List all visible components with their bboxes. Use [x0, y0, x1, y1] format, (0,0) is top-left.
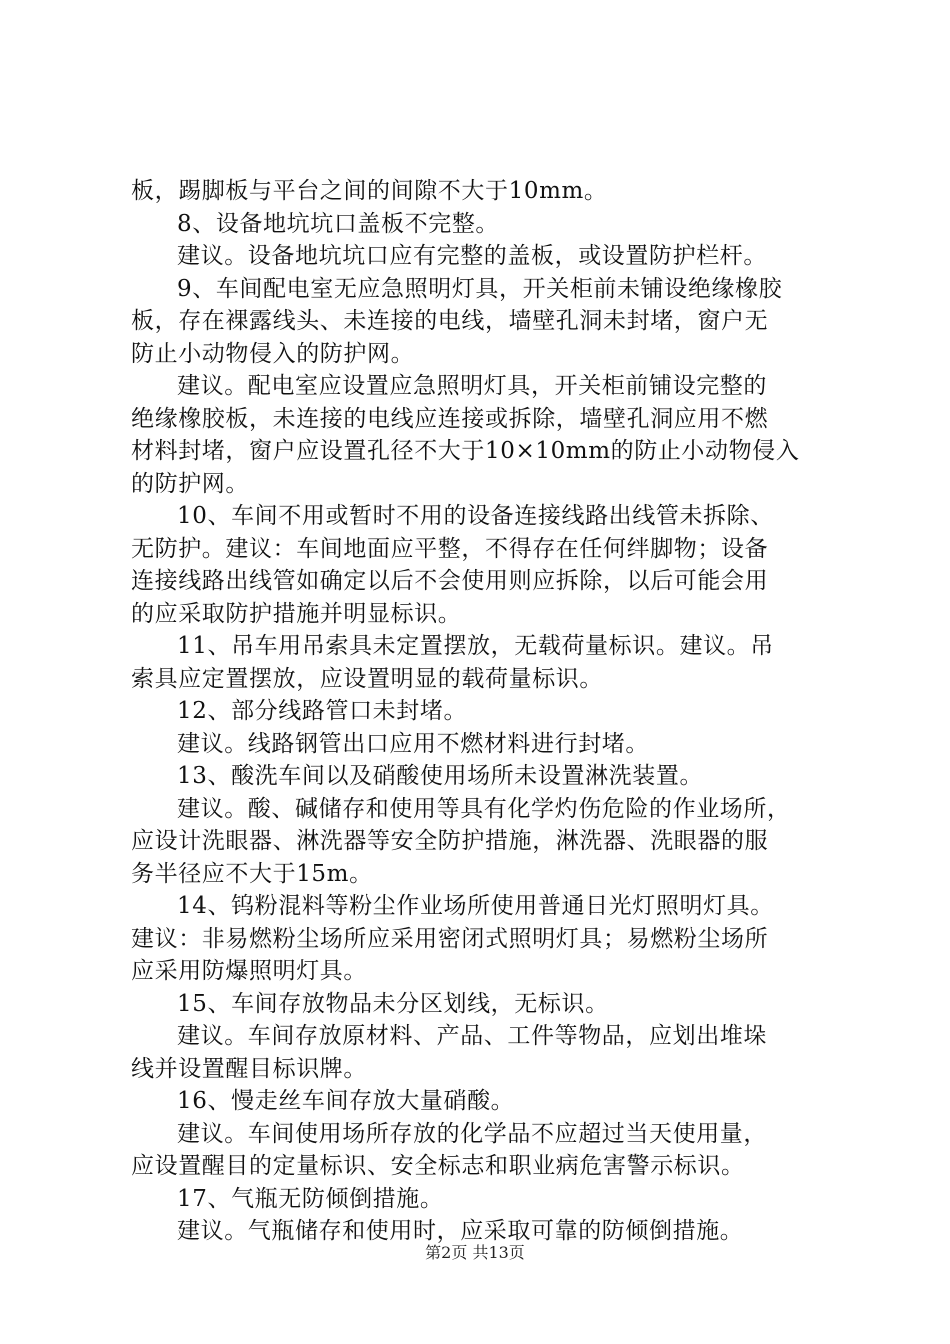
text-line: 板，存在裸露线头、未连接的电线，墙壁孔洞未封堵，窗户无: [131, 308, 769, 334]
text-line: 建议。配电室应设置应急照明灯具，开关柜前铺设完整的: [177, 373, 767, 399]
text-line: 的应采取防护措施并明显标识。: [131, 600, 462, 627]
text-line: 板，踢脚板与平台之间的间隙不大于10mm。: [131, 178, 608, 204]
text-line: 11、吊车用吊索具未定置摆放，无载荷量标识。建议。吊: [177, 633, 774, 659]
text-line: 建议。酸、碱储存和使用等具有化学灼伤危险的作业场所，: [177, 795, 791, 822]
text-line: 13、酸洗车间以及硝酸使用场所未设置淋洗装置。: [177, 763, 704, 789]
page-footer: 第2页 共13页: [425, 1243, 525, 1262]
document-body: [131, 175, 836, 1248]
text-line: 9、车间配电室无应急照明灯具，开关柜前未铺设绝缘橡胶: [177, 275, 783, 302]
text-line: 10、车间不用或暂时不用的设备连接线路出线管未拆除、: [177, 503, 774, 529]
text-line: 建议。车间使用场所存放的化学品不应超过当天使用量，: [177, 1120, 767, 1147]
text-line: 14、钨粉混料等粉尘作业场所使用普通日光灯照明灯具。: [177, 893, 774, 919]
text-line: 线并设置醒目标识牌。: [131, 1055, 367, 1082]
text-line: 防止小动物侵入的防护网。: [131, 340, 415, 367]
text-line: 应采用防爆照明灯具。: [131, 958, 367, 984]
text-line: 绝缘橡胶板，未连接的电线应连接或拆除，墙壁孔洞应用不燃: [131, 405, 769, 432]
text-line: 连接线路出线管如确定以后不会使用则应拆除，以后可能会用: [131, 568, 769, 594]
text-line: 建议。气瓶储存和使用时，应采取可靠的防倾倒措施。: [177, 1218, 744, 1244]
text-line: 16、慢走丝车间存放大量硝酸。: [177, 1088, 515, 1114]
text-line: 的防护网。: [131, 470, 249, 497]
text-line: 索具应定置摆放，应设置明显的载荷量标识。: [131, 665, 603, 692]
text-line: 建议。车间存放原材料、产品、工件等物品，应划出堆垛: [177, 1023, 767, 1049]
text-line: 建议。设备地坑坑口应有完整的盖板，或设置防护栏杆。: [177, 243, 767, 269]
text-line: 建议：非易燃粉尘场所应采用密闭式照明灯具；易燃粉尘场所: [131, 925, 769, 952]
text-line: 8、设备地坑坑口盖板不完整。: [177, 210, 500, 237]
text-line: 12、部分线路管口未封堵。: [177, 698, 468, 724]
text-line: 材料封堵，窗户应设置孔径不大于10×10mm的防止小动物侵入: [131, 438, 800, 464]
text-line: 应设置醒目的定量标识、安全标志和职业病危害警示标识。: [131, 1153, 745, 1179]
text-line: 17、气瓶无防倾倒措施。: [177, 1185, 444, 1212]
text-line: 务半径应不大于15m。: [131, 860, 373, 887]
text-line: 无防护。建议：车间地面应平整，不得存在任何绊脚物；设备: [131, 535, 769, 562]
text-line: 应设计洗眼器、淋洗器等安全防护措施，淋洗器、洗眼器的服: [131, 828, 769, 854]
text-line: 建议。线路钢管出口应用不燃材料进行封堵。: [177, 730, 649, 757]
text-line: 15、车间存放物品未分区划线，无标识。: [177, 990, 609, 1017]
